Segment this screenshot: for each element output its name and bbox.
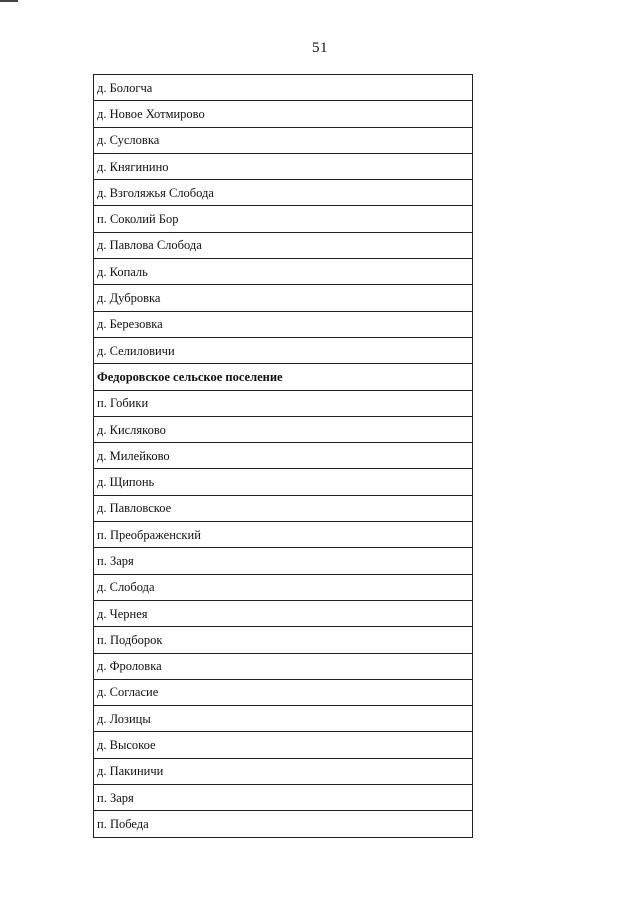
- settlement-name: д. Копаль: [94, 259, 473, 285]
- table-row: [94, 101, 473, 127]
- table-row: [94, 311, 473, 337]
- table-row: [94, 232, 473, 258]
- settlement-name: п. Подборок: [94, 627, 473, 653]
- table-row: [94, 758, 473, 784]
- table-row: [94, 785, 473, 811]
- settlement-name: п. Заря: [94, 548, 473, 574]
- table-row: [94, 443, 473, 469]
- table-row: [94, 127, 473, 153]
- table-row: [94, 416, 473, 442]
- settlement-name: д. Взголяжья Слобода: [94, 180, 473, 206]
- table-row: [94, 206, 473, 232]
- settlement-name: п. Победа: [94, 811, 473, 837]
- table-row: [94, 259, 473, 285]
- table-row: [94, 574, 473, 600]
- settlement-name: д. Фроловка: [94, 653, 473, 679]
- settlement-name: п. Соколий Бор: [94, 206, 473, 232]
- table-row: [94, 495, 473, 521]
- settlement-name: д. Кисляково: [94, 416, 473, 442]
- scan-corner-mark: [0, 0, 18, 2]
- settlement-name: д. Согласие: [94, 679, 473, 705]
- section-heading-row: [94, 364, 473, 390]
- settlement-name: д. Березовка: [94, 311, 473, 337]
- table-row: [94, 469, 473, 495]
- table-row: [94, 548, 473, 574]
- table-row: [94, 679, 473, 705]
- settlement-name: д. Лозицы: [94, 706, 473, 732]
- settlements-table: [93, 74, 473, 838]
- table-row: [94, 75, 473, 101]
- settlement-name: д. Павлова Слобода: [94, 232, 473, 258]
- section-heading: Федоровское сельское поселение: [94, 364, 473, 390]
- settlement-name: д. Дубровка: [94, 285, 473, 311]
- table-row: [94, 600, 473, 626]
- settlement-name: д. Бологча: [94, 75, 473, 101]
- table-row: [94, 811, 473, 837]
- settlement-name: д. Слобода: [94, 574, 473, 600]
- settlement-name: д. Высокое: [94, 732, 473, 758]
- settlement-name: д. Павловское: [94, 495, 473, 521]
- table-row: [94, 732, 473, 758]
- settlement-name: п. Заря: [94, 785, 473, 811]
- settlement-name: п. Преображенский: [94, 522, 473, 548]
- settlement-name: д. Княгинино: [94, 153, 473, 179]
- table-row: [94, 627, 473, 653]
- settlement-name: д. Милейково: [94, 443, 473, 469]
- table-row: [94, 653, 473, 679]
- settlement-name: д. Селиловичи: [94, 337, 473, 363]
- settlement-name: д. Чернея: [94, 600, 473, 626]
- settlements-table-body: [94, 75, 473, 838]
- table-row: [94, 153, 473, 179]
- page-number: 51: [312, 40, 328, 56]
- settlement-name: д. Пакиничи: [94, 758, 473, 784]
- table-row: [94, 180, 473, 206]
- table-row: [94, 390, 473, 416]
- settlement-name: д. Новое Хотмирово: [94, 101, 473, 127]
- settlement-name: п. Гобики: [94, 390, 473, 416]
- table-row: [94, 285, 473, 311]
- settlement-name: д. Щипонь: [94, 469, 473, 495]
- settlement-name: д. Сусловка: [94, 127, 473, 153]
- table-row: [94, 522, 473, 548]
- table-row: [94, 706, 473, 732]
- table-row: [94, 337, 473, 363]
